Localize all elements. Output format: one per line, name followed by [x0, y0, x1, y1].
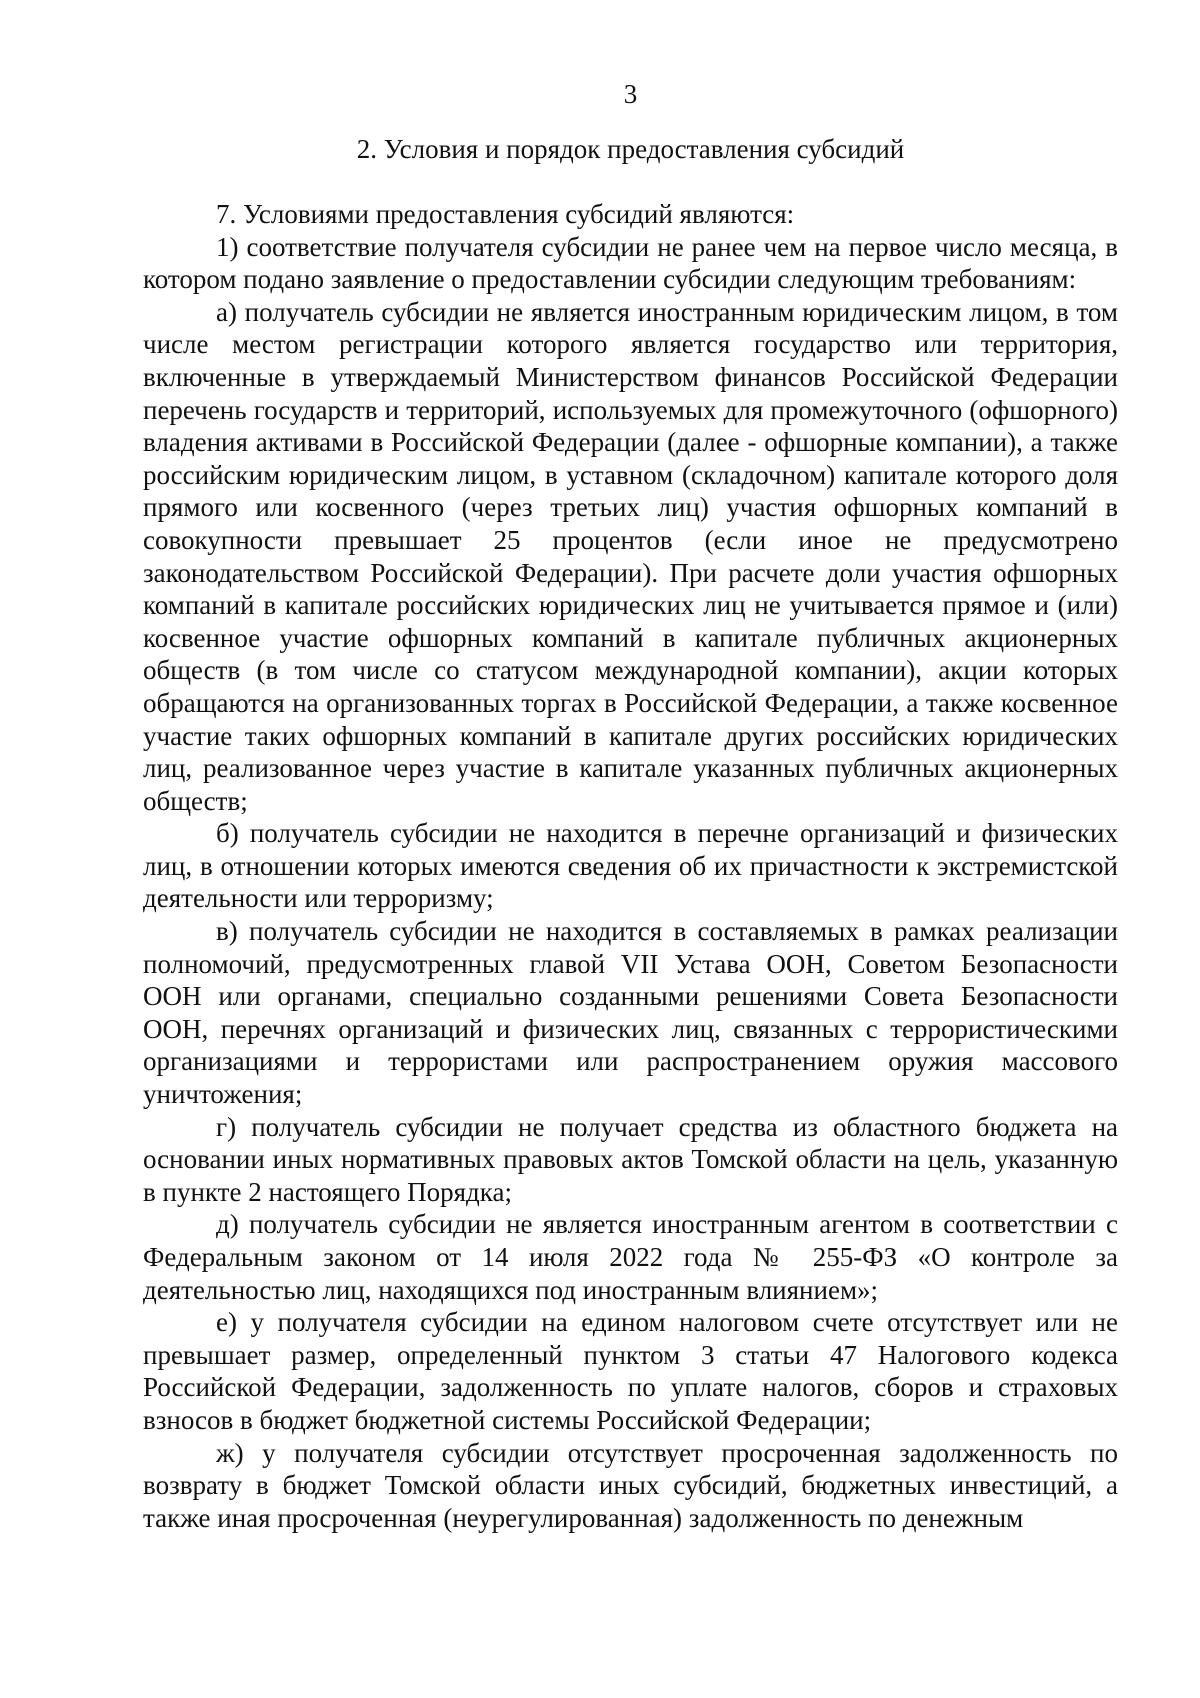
paragraph-v: в) получатель субсидии не находится в составляемых в рамках реализации полномочий, предусмотренных главой VII Устава ООН, Советом Безопасности ООН или органами, специально созданными решениями Совета Безопасности ООН, перечнях организаций и физических лиц, связанных с террористическими организациями и террористами или распространением оружия массового уничтожения;	[143, 916, 1118, 1110]
paragraph-zh: ж) у получателя субсидии отсутствует просроченная задолженность по возврату в бюджет Томской области иных субсидий, бюджетных инвестиций, а также иная просроченная (неурегулированная) задолженность по денежным	[143, 1437, 1118, 1533]
section-title: 2. Условия и порядок предоставления субсидий	[356, 134, 905, 164]
paragraph-7: 7. Условиями предоставления субсидий являются:	[216, 199, 795, 229]
paragraph-7-1: 1) соответствие получателя субсидии не ранее чем на первое число месяца, в котором подано заявление о предоставлении субсидии следующим требованиям:	[143, 231, 1118, 295]
paragraph-b: б) получатель субсидии не находится в перечне организаций и физических лиц, в отношении которых имеются сведения об их причастности к экстремистской деятельности или терроризму;	[143, 818, 1118, 914]
document-body	[143, 198, 1118, 1534]
page-number: 3	[623, 79, 638, 109]
paragraph-a: а) получатель субсидии не является иностранным юридическим лицом, в том числе местом регистрации которого является государство или территория, включенные в утверждаемый Министерством финансов Российской Федерации перечень государств и территорий, используемых для промежуточного (офшорного) владения активами в Российской Федерации (далее - офшорные компании), а также российским юридическим лицом, в уставном (складочном) капитале которого доля прямого или косвенного (через третьих лиц) участия офшорных компаний в совокупности превышает 25 процентов (если иное не предусмотрено законодательством Российской Федерации). При расчете доли участия офшорных компаний в капитале российских юридических лиц не учитывается прямое и (или) косвенное участие офшорных компаний в капитале публичных акционерных обществ (в том числе со статусом международной компании), акции которых обращаются на организованных торгах в Российской Федерации, а также косвенное участие таких офшорных компаний в капитале других российских юридических лиц, реализованное через участие в капитале указанных публичных акционерных обществ;	[143, 296, 1118, 816]
paragraph-g: г) получатель субсидии не получает средства из областного бюджета на основании иных нормативных правовых актов Томской области на цель, указанную в пункте 2 настоящего Порядка;	[143, 1111, 1118, 1207]
paragraph-e: е) у получателя субсидии на едином налоговом счете отсутствует или не превышает размер, определенный пунктом 3 статьи 47 Налогового кодекса Российской Федерации, задолженность по уплате налогов, сборов и страховых взносов в бюджет бюджетной системы Российской Федерации;	[143, 1307, 1118, 1435]
paragraph-d: д) получатель субсидии не является иностранным агентом в соответствии с Федеральным законом от 14 июля 2022 года № 255-ФЗ «О контроле за деятельностью лиц, находящихся под иностранным влиянием»;	[143, 1209, 1118, 1305]
